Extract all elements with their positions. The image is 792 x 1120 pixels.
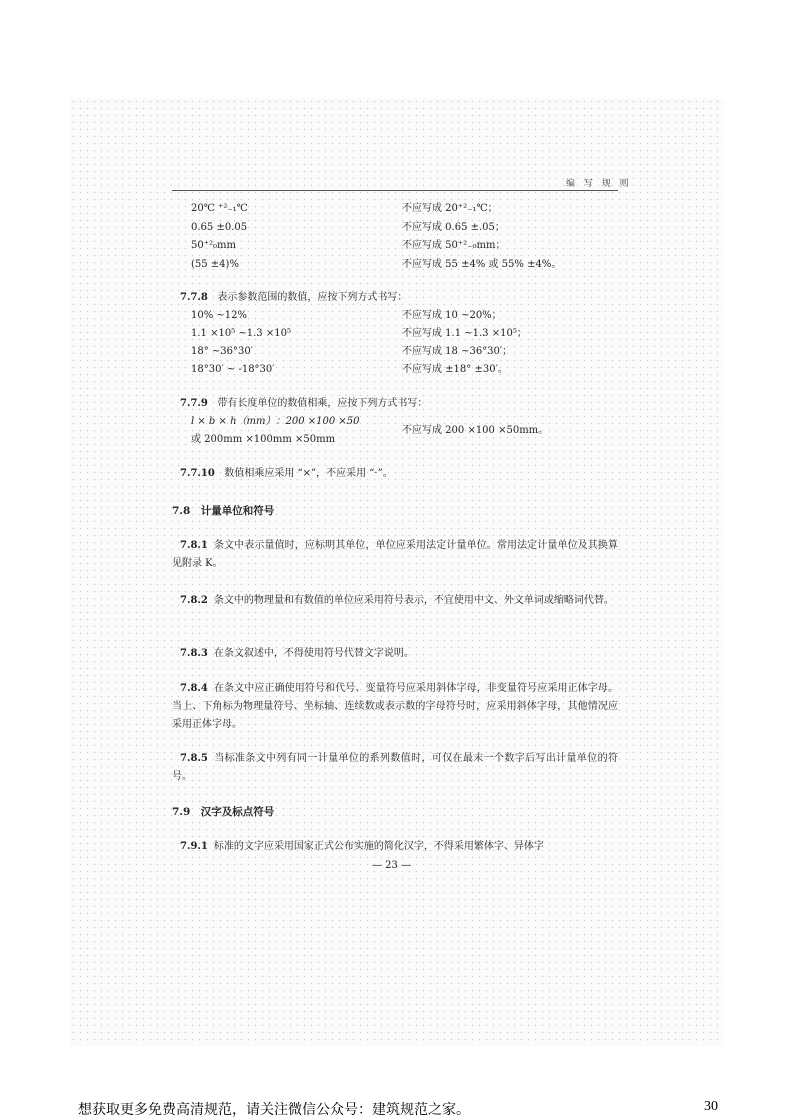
- clause-7-8-1: [172, 537, 618, 573]
- clause-7-8-4: [172, 680, 618, 734]
- example-wrong: 不应写成 0.65 ±.05；: [402, 222, 505, 233]
- footer-page-number: 30: [704, 1099, 718, 1114]
- clause-7-9-1: [172, 838, 618, 856]
- example-right: 0.65 ±0.05: [191, 222, 248, 233]
- clause-number: 7.7.8: [180, 292, 208, 303]
- example-wrong: 不应写成 ±18° ±30′。: [402, 364, 508, 375]
- example-wrong: 不应写成 50⁺²₋₀mm；: [402, 240, 506, 251]
- section-heading: 7.8 计量单位和符号: [172, 505, 275, 517]
- clause-text: 数值相乘应采用 “×”，不应采用 “·”。: [224, 468, 393, 479]
- clause-text: 条文中的物理量和有数值的单位应采用符号表示，不宜使用中文、外文单词或缩略词代替。: [213, 595, 614, 606]
- clause-text: 带有长度单位的数值相乘，应按下列方式书写：: [217, 398, 428, 409]
- clause-number: 7.7.9: [180, 398, 208, 409]
- clause-7-8-5: [172, 750, 618, 786]
- section-heading: 7.9 汉字及标点符号: [172, 806, 275, 818]
- footer-promo-text: 想获取更多免费高清规范，请关注微信公众号：建筑规范之家。: [78, 1102, 470, 1118]
- example-right: 18°30′ ~ -18°30′: [191, 364, 275, 375]
- running-head: 编 写 规 则: [566, 179, 632, 189]
- clause-7-7-10: [180, 467, 393, 481]
- page-number: — 23 —: [372, 860, 412, 871]
- header-rule: [172, 190, 618, 191]
- clause-number: 7.8.1: [180, 540, 208, 551]
- clause-text: 条文中表示量值时，应标明其单位，单位应采用法定计量单位。常用法定计量单位及其换算见附录 K。: [172, 540, 618, 569]
- example-right: 20℃ ⁺²₋₁℃: [191, 203, 248, 214]
- clause-text: 在条文叙述中，不得使用符号代替文字说明。: [213, 648, 414, 659]
- clause-number: 7.8.2: [180, 595, 208, 606]
- clause-text: 表示参数范围的数值，应按下列方式书写：: [217, 292, 408, 303]
- clause-7-7-9: [180, 397, 427, 411]
- clause-7-8-2: [172, 592, 618, 610]
- example-right: 或 200mm ×100mm ×50mm: [191, 434, 336, 445]
- example-wrong: 不应写成 55 ±4% 或 55% ±4%。: [402, 259, 562, 270]
- example-right: 50⁺²₀mm: [191, 240, 236, 251]
- clause-number: 7.7.10: [180, 468, 215, 479]
- example-wrong: 不应写成 1.1 ~1.3 ×10⁵；: [402, 328, 527, 339]
- clause-number: 7.8.4: [180, 683, 208, 694]
- example-right: (55 ±4)%: [191, 259, 239, 270]
- clause-number: 7.8.5: [180, 753, 208, 764]
- clause-7-8-3: [172, 645, 618, 663]
- example-wrong: 不应写成 20⁺²₋₁℃；: [402, 203, 498, 214]
- example-wrong: 不应写成 10 ~20%；: [402, 310, 502, 321]
- example-wrong: 不应写成 200 ×100 ×50mm。: [402, 425, 549, 436]
- example-right: 18° ~36°30′: [191, 346, 254, 357]
- example-right: 1.1 ×10⁵ ~1.3 ×10⁵: [191, 328, 291, 339]
- clause-text: 当标准条文中列有同一计量单位的系列数值时，可仅在最末一个数字后写出计量单位的符号。: [172, 753, 618, 782]
- clause-7-7-8: [180, 291, 407, 305]
- clause-text: 标准的文字应采用国家正式公布实施的简化汉字，不得采用繁体字、异体字: [213, 841, 544, 852]
- clause-number: 7.8.3: [180, 648, 208, 659]
- example-right: l × b × h（mm）：200 ×100 ×50: [191, 416, 360, 427]
- example-wrong: 不应写成 18 ~36°30′；: [402, 346, 513, 357]
- clause-text: 在条文中应正确使用符号和代号、变量符号应采用斜体字母，非变量符号应采用正体字母。当上、下角标为物理量符号、坐标轴、连续数或表示数的字母符号时，应采用斜体字母，其他情况应采用正体字母。: [172, 683, 618, 730]
- clause-number: 7.9.1: [180, 841, 208, 852]
- example-right: 10% ~12%: [191, 310, 248, 321]
